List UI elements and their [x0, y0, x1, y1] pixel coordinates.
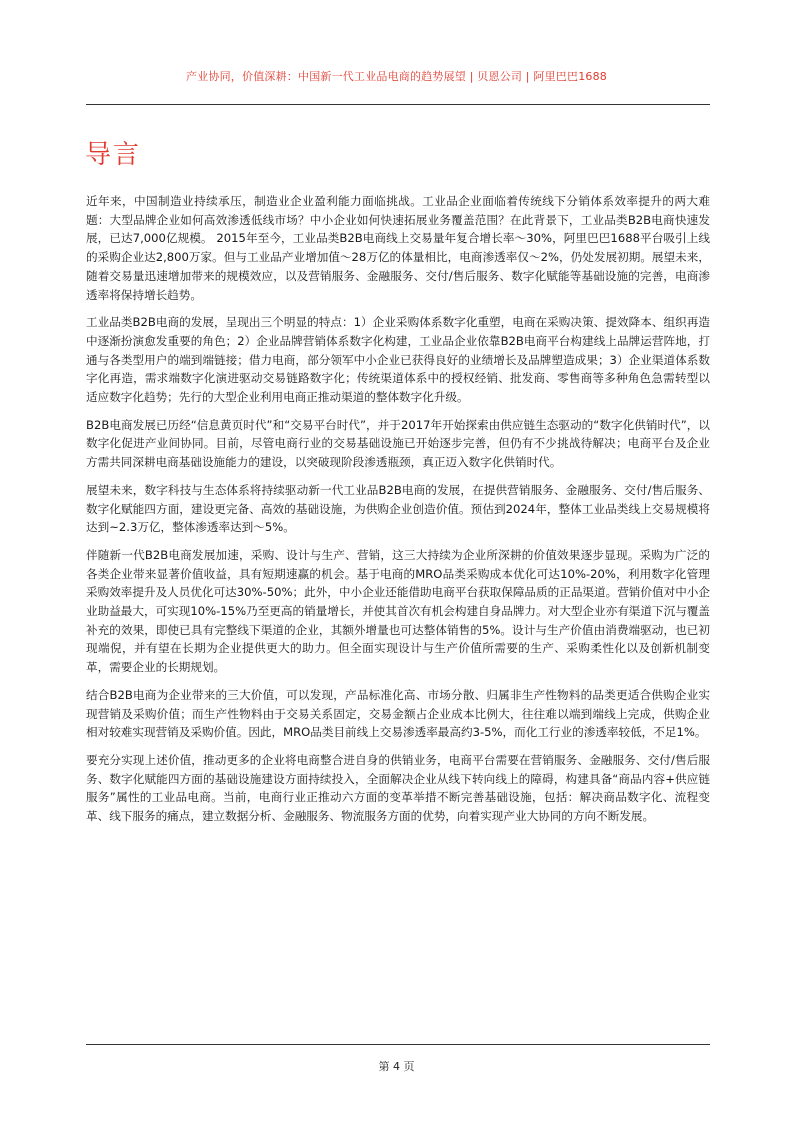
paragraph: 伴随新一代B2B电商发展加速，采购、设计与生产、营销，这三大持续为企业所深耕的价值效果逐步显现。采购为广泛的各类企业带来显著价值收益，具有短期速赢的机会。基于电商的MRO品类采购成本优化可达10%-20%，利用数字化管理采购效率提升及人员优化可达30%-50%；此外，中小企业还能借助电商平台获取保障品质的正品渠道。营销价值对中小企业助益最大，可实现10%-15%乃至更高的销量增长，并使其首次有机会构建自身品牌力。对大型企业亦有渠道下沉与覆盖补充的效果，即使已具有完整线下渠道的企业，其额外增量也可达整体销售的5%。设计与生产价值由消费端驱动，也已初现端倪，并有望在长期为企业提供更大的助力。但全面实现设计与生产价值所需要的生产、采购柔性化以及创新机制变革，需要企业的长期规划。 [86, 547, 710, 675]
footer-rule [86, 1044, 710, 1045]
body-content [86, 192, 710, 835]
paragraph: 工业品类B2B电商的发展，呈现出三个明显的特点：1）企业采购体系数字化重塑，电商在采购决策、提效降本、组织再造中逐渐扮演愈发重要的角色；2）企业品牌营销体系数字化构建，工业品企业依靠B2B电商平台构建线上品牌运营阵地，打通与各类型用户的端到端链接；借力电商，部分领军中小企业已获得良好的业绩增长及品牌塑造成果；3）企业渠道体系数字化再造，需求端数字化演进驱动交易链路数字化；传统渠道体系中的授权经销、批发商、零售商等多种角色急需转型以适应数字化趋势；先行的大型企业利用电商正推动渠道的整体数字化升级。 [86, 315, 710, 405]
paragraph: B2B电商发展已历经“信息黄页时代”和“交易平台时代”，并于2017年开始探索由供应链生态驱动的“数字化供销时代”，以数字化促进产业间协同。目前，尽管电商行业的交易基础设施已开始逐步完善，但仍有不少挑战待解决；电商平台及企业方需共同深耕电商基础设施能力的建设，以突破现阶段渗透瓶颈，真正迈入数字化供销时代。 [86, 417, 710, 470]
section-title: 导言 [85, 140, 142, 170]
paragraph: 结合B2B电商为企业带来的三大价值，可以发现，产品标准化高、市场分散、归属非生产性物料的品类更适合供购企业实现营销及采购价值；而生产性物料由于交易关系固定，交易金额占企业成本比例大，往往难以端到端线上完成，供购企业相对较难实现营销及采购价值。因此，MRO品类目前线上交易渗透率最高约3-5%，而化工行业的渗透率较低，不足1%。 [86, 687, 710, 740]
paragraph: 要充分实现上述价值，推动更多的企业将电商整合进自身的供销业务，电商平台需要在营销服务、金融服务、交付/售后服务、数字化赋能四方面的基础设施建设方面持续投入，全面解决企业从线下转向线上的障碍，构建具备“商品内容+供应链服务”属性的工业品电商。当前，电商行业正推动六方面的变革举措不断完善基础设施，包括：解决商品数字化、流程变革、线下服务的痛点，建立数据分析、金融服务、物流服务方面的优势，向着实现产业大协同的方向不断发展。 [86, 752, 710, 824]
page-number: 第 4 页 [378, 1060, 415, 1073]
paragraph: 近年来，中国制造业持续承压，制造业企业盈利能力面临挑战。工业品企业面临着传统线下分销体系效率提升的两大难题：大型品牌企业如何高效渗透低线市场？中小企业如何快速拓展业务覆盖范围？在此背景下，工业品类B2B电商快速发展，已达7,000亿规模。 2015年至今，工业品类B2B电商线上交易量年复合增长率～30%，阿里巴巴1688平台吸引上线的采购企业达2,800万家。但与工业品产业增加值～28万亿的体量相比，电商渗透率仅～2%，仍处发展初期。展望未来，随着交易量迅速增加带来的规模效应，以及营销服务、金融服务、交付/售后服务、数字化赋能等基础设施的完善，电商渗透率将保持增长趋势。 [86, 194, 710, 302]
header-rule [86, 104, 710, 105]
running-header: 产业协同，价值深耕：中国新一代工业品电商的趋势展望 | 贝恩公司 | 阿里巴巴1688 [186, 70, 607, 83]
paragraph: 展望未来，数字科技与生态体系将持续驱动新一代工业品B2B电商的发展，在提供营销服务、金融服务、交付/售后服务、数字化赋能四方面，建设更完备、高效的基础设施，为供购企业创造价值。预估到2024年，整体工业品类线上交易规模将达到~2.3万亿，整体渗透率达到～5%。 [86, 482, 710, 535]
